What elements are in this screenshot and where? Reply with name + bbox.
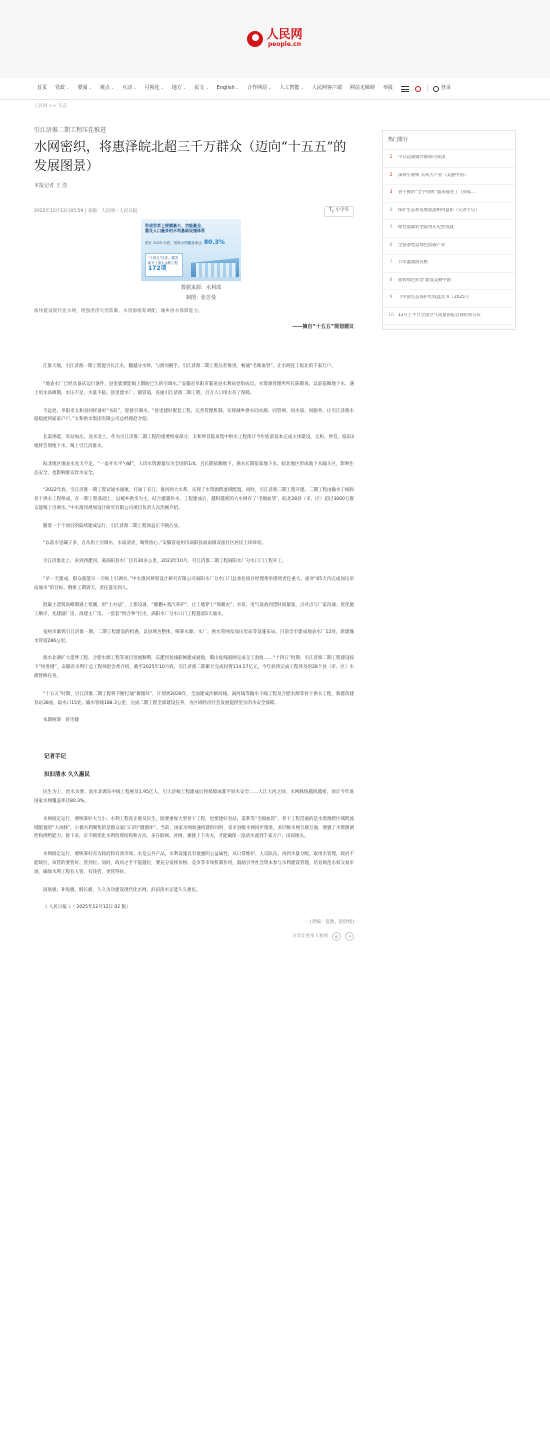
rank-number: 7	[389, 260, 393, 266]
rank-number: 10	[388, 312, 394, 318]
nav-item[interactable]	[96, 85, 118, 92]
chevron-down-icon: ⌄	[160, 85, 164, 90]
hot-ranking-item[interactable]	[383, 238, 515, 256]
caption-credit: 制图：张芳曼	[185, 294, 216, 301]
rank-number: 6	[389, 242, 393, 248]
figure-caption	[48, 284, 354, 303]
hot-ranking-item[interactable]	[383, 185, 515, 203]
nav-item[interactable]	[73, 85, 95, 92]
infographic-box	[145, 253, 183, 277]
chevron-down-icon: ⌄	[205, 85, 209, 90]
article-paragraph: 江淮大地，引江济淮一期工程提引长江水，翻越分水岭，与淮河握手。引江济淮二期工程压茬推进，畅通“毛细血管”，让水网连上皖北的千家万户。	[43, 364, 336, 370]
nav-item[interactable]	[51, 85, 73, 92]
infographic-line: 预计 2025 年底，国家水网覆盖率达	[145, 241, 202, 246]
nav-item[interactable]	[275, 85, 307, 92]
hot-ranking-title: 热门排行	[383, 131, 515, 150]
nav-item[interactable]	[141, 85, 168, 92]
nav-item-label: 首页	[37, 85, 48, 91]
article-title: 水网密织，将惠泽皖北超三千万群众（迈向“十五五”的发展图景）	[34, 140, 347, 175]
article-paragraph: “地表水厂已经具备试运行条件，县里就要能喝上期盼已久的引调水。”安徽省阜阳市临泉县水利局党组成员、水资源管理所所长陈敬说。以前依赖地下水，遇上用水高峰期，水压不足、水量不稳。县里建水厂、铺管道，连通引江济淮二期工程，百万人口用水有了保障。	[34, 382, 354, 396]
article-paragraph: 混凝土浇筑高峰期遇上寒潮，用“土办法”，上新设备，“暖棚+蒸汽养护”，让工地穿上“保暖衣”；水泵、电气设备到货时间紧张，点对点与厂家沟通；优化施工顺序，先建副厂房，再建主厂房。一套套“组合拳”打出，涡阳水厂分水口门工程提前5天通水。	[34, 603, 354, 618]
search-icon[interactable]	[415, 86, 421, 92]
nav-item[interactable]	[118, 85, 140, 92]
article-date-source: 2025年12月12日05:59 | 来源：人民网－人民日报	[34, 208, 138, 214]
chevron-down-icon: ⌄	[110, 85, 115, 90]
rank-title: 12月上半月全国空气质量预报会商结果公布	[398, 312, 481, 318]
rank-title: 保护生态和发展旅游相得益彰（记者手记）	[398, 207, 480, 213]
hot-ranking-item[interactable]	[383, 273, 515, 291]
nav-item[interactable]	[190, 85, 212, 92]
pull-quote-source: ——摘自“十五五”规划建议	[292, 324, 354, 331]
nav-item-label: English	[216, 85, 235, 91]
hot-ranking-item[interactable]	[383, 203, 515, 221]
rank-title: 曾不被的“全字招牌”越来越亮了（我家…	[398, 190, 476, 196]
note-paragraph: 水网稳定运行，要统筹好有为政府和有效市场。水是公共产品，水利设施具有很强的公益属性，从日常维护、人员队伍，再到水量分配、取用水管理，政府不能缺位，该管的要管好、管到位。同时，政府之手不能越位，要充分发挥价格、竞争等市场机制作用，鼓励引导社会资本参与水利建设管理，培育规范水权交易市场，确保水利工程有人管、有钱管，更管得好。	[34, 852, 354, 875]
logo-english: people.cn	[267, 41, 301, 49]
nav-item[interactable]	[308, 85, 346, 92]
rank-title: 加快绿色转型 建设美丽中国	[398, 277, 451, 283]
share-link-icon[interactable]: ↗	[345, 932, 354, 941]
nav-item-label: 人工智能	[279, 85, 300, 91]
login-label: 登录	[440, 85, 451, 91]
nav-item-label: 民文	[194, 85, 205, 91]
font-size-button[interactable]: $T_T$ 小字号	[324, 206, 354, 217]
rank-number: 5	[389, 225, 393, 231]
article-paragraph: “2022年底，引江济淮一期工程试通水通航，打通了长江、淮河两大水系，实现了水资源跨流域配置。同时，引江济淮二期工程开建。二期工程由输水干线和骨干供水工程组成，在一期工程基础上，以城乡供水为主，结合灌溉补水。工程建成后，越积越密的大水网有了‘毛细血管’，皖北28县（市、区）超过3000万群众能喝上引调水。”中水淮河规划设计研究有限公司项目负责人冯治刚介绍。	[34, 488, 354, 511]
nav-item[interactable]	[213, 85, 243, 92]
article-meta	[34, 206, 354, 217]
login-button[interactable]	[427, 85, 451, 92]
note-paragraph: 《 人民日报 》（ 2025年12月12日 02 版）	[43, 905, 131, 911]
rank-title: 绿色低碳转型取得历史性成就	[398, 225, 454, 231]
nav-item-label: 地方	[171, 85, 182, 91]
chevron-down-icon: ⌄	[182, 85, 187, 90]
menu-icon[interactable]	[401, 86, 409, 92]
rank-number: 1	[389, 155, 393, 161]
hot-ranking-item[interactable]	[383, 255, 515, 273]
chevron-down-icon: ⌄	[66, 85, 70, 90]
hot-ranking-item[interactable]	[383, 220, 515, 238]
share-bar	[34, 932, 354, 941]
chevron-down-icon: ⌄	[133, 85, 137, 90]
article-body	[34, 363, 354, 726]
user-icon	[433, 86, 439, 92]
infographic-box-number: 172项	[148, 265, 167, 273]
note-paragraph: 民生为上，治水为要。南水北调东中线工程惠及1.95亿人，引大济岷工程建成后将保障成都平原水安全……大江大河之间，水网脉络越织越密，预计今年底国家水网覆盖率达80.3%。	[34, 790, 354, 805]
infographic-title: 形成世界上规模最大、功能最全、惠及人口最多的水利基础设施体系	[145, 223, 205, 234]
rank-number: 3	[389, 190, 393, 196]
hot-ranking-item[interactable]	[383, 290, 515, 308]
rank-number: 4	[389, 207, 393, 213]
rank-title: 深圳小教师 长成大产业（美丽中国）	[398, 172, 469, 178]
article	[34, 120, 354, 941]
note-paragraph: 固底板、补短板、锻长板，久久为功建设现代化水网，汩汩清水定能久久惠民。	[43, 887, 201, 893]
nav-item[interactable]	[379, 85, 397, 92]
chevron-down-icon: ⌄	[88, 85, 92, 90]
infographic-percentage: 80.3%	[204, 239, 225, 247]
nav-item[interactable]	[243, 85, 275, 92]
nav-item-label: 网站无障碍	[349, 85, 375, 91]
nav-item[interactable]	[346, 85, 379, 92]
water-illustration	[196, 263, 236, 277]
note-paragraph: 水网稳定运行，要统筹好大与小。水利工程真正惠及民生，既要重视大型骨干工程，也要建好泵站、渠系等“毛细血管”。骨干工程贯通的是水资源跨区域跨流域配置的“大动脉”，小微水利聚焦的是群众家门口的“微循环”。当前，国家水网加速构建的同时，省市县级水网同步推进，多层级水网互联互通，增强了水资源调控和供给能力。接下来，应不断优化水利投资结构和方向，多在联网、补网、强链上下功夫，才能确保一泓清水流到千家万户、田间地头。	[34, 816, 354, 840]
rank-number: 2	[389, 172, 393, 178]
infographic-box-text: “十四五”以来，我国新开工重大水利工程	[148, 256, 178, 265]
site-logo[interactable]	[247, 28, 302, 50]
note-body	[34, 789, 354, 913]
logo-chinese: 人民网	[266, 27, 303, 42]
rank-title: 今日起离婚冷静期内我国	[398, 155, 446, 161]
editor-signature: (责编：袁勃、赵欣悦)	[309, 920, 354, 926]
share-weibo-icon[interactable]: ◎	[332, 932, 341, 941]
rank-number: 9	[389, 295, 393, 301]
article-paragraph: 随着一个个项目的陆续建成运行，引江济淮二期工程效益正不断凸显。	[43, 523, 183, 529]
article-paragraph: “早一天建成，群众就能早一天喝上引调水。”中水淮河规划设计研究有限公司涡阳水厂分水口门总承包项目经理黄举感到责任重大。面对“65天内完成加压泵站通水”的目标，倒排工期到天、责任落实到人。	[34, 576, 354, 591]
hot-ranking	[382, 130, 516, 330]
article-pretitle: 引江济淮二期工程压茬推进	[34, 127, 107, 134]
article-paragraph: 不远处，阜阳市太和县同样备好“水缸”，迎接引调水。“县里建好配套工程，完善管理机制，实现城乡供水同水源、同管网、同水质、同服务，让引江济淮水稳稳流到家家户户。”太和供水集团有限公司总经理赵介绍。	[34, 408, 354, 423]
chevron-down-icon: ⌄	[268, 85, 272, 90]
nav-item-label: 要闻	[77, 85, 88, 91]
article-paragraph: 引江济淮北上，来到西淝河，离涡阳县水厂还有30多公里。2023年10月，引江济淮二期工程涡阳水厂分水口门工程开工。	[43, 559, 287, 565]
nav-item-label: 合作网站	[247, 85, 268, 91]
nav-item-label: 举报	[382, 85, 393, 91]
rank-title: 全链条塑造绿色低碳产业	[398, 242, 446, 248]
nav-item-label: 观点	[99, 85, 110, 91]
article-paragraph: 淮水北调扩大延伸工程、合肥水源工程等项目进展顺利，东淝河复线船闸建成通航，蜀山复线船闸完成交工验收……“十四五”时期，引江济淮二期工程建设按下“快进键”。安徽省水利厅总工程师赵会香介绍，截至2025年10月底，引江济淮二期累计完成投资114.57亿元。今年底将完成工程涉及的28个县（市、区）水源替换任务。	[34, 656, 354, 679]
sidebar	[382, 130, 516, 941]
main-nav	[0, 78, 550, 100]
chevron-down-icon: ⌄	[300, 85, 304, 90]
article-paragraph: 本期统筹：蒋雪婕	[43, 718, 79, 724]
article-paragraph: 皖北地区地表水先天不足，“一壶开水半勺碱”，人均水资源量仅为全国的1/4。且长期依赖地下，供水长期依靠地下水，皖北地区形成地下水漏斗区，影响生态安全，也影响群众饮水安全。	[34, 461, 354, 476]
chevron-down-icon: ⌄	[235, 85, 240, 90]
site-header	[0, 0, 550, 78]
article-author: 本报记者 王 浩	[34, 183, 68, 190]
share-label: 分享让更多人看到	[292, 933, 328, 939]
nav-item-label: 可视化	[144, 85, 160, 91]
article-paragraph: “十五五”时期，引江济淮二期工程将不断打通“微循环”，计划到2028年，全面建成沙颍河线、涡河线等输水干线工程及合肥水源等骨干供水工程，新建改建泵站38座、取水口15处、输水管线188.3公里，完成二期工程全部建设任务，为区域经济社会发展提供坚实的水安全保障。	[34, 691, 354, 706]
nav-item[interactable]	[33, 85, 51, 92]
hot-ranking-item[interactable]	[383, 168, 515, 186]
rank-number: 8	[389, 277, 393, 283]
caption-source: 数据来源：水利部	[180, 285, 221, 292]
rank-title: 节水灌溉润沃野	[398, 260, 429, 266]
nav-item-label: 互动	[122, 85, 133, 91]
note-subtitle: 汩汩清水 久久惠民	[44, 771, 90, 778]
pull-quote: 加快建设现代化水网，增强洪涝灾害防御、水资源统筹调配、城乡供水保障能力。	[34, 309, 203, 315]
hot-ranking-item[interactable]	[383, 150, 515, 168]
breadcrumb[interactable]: 人民网 >> 生态	[34, 104, 67, 109]
article-paragraph: 亳州市紧抓引江济淮一期、二期工程建设的机遇，以县域为整体，统筹水源、水厂、供水管网及加压泵站等设施布局。目前全市建成地表水厂12处，新建输水管道286公里。	[34, 629, 354, 644]
nav-item-label: 人民网客户端	[311, 85, 342, 91]
logo-mark-icon	[247, 31, 263, 47]
infographic	[141, 219, 241, 281]
article-paragraph: 长渠绵延，泵站加压，送水北上。作为引江济淮二期工程的重要组成部分，太和界首临泉集中供水工程预计今年底前基本完成主体建设，太和、界首、临泉3地将告别地下水，喝上引江济淮水。	[34, 435, 354, 449]
nav-item-label: 党政	[55, 85, 66, 91]
article-paragraph: “以前水里碱子多，自从用上引调水，水质清亮，喝得放心。”安徽省亳州市涡阳县涡南镇双庙社区居民王珍珍说。	[43, 541, 266, 547]
hot-ranking-item[interactable]	[383, 308, 515, 326]
nav-item[interactable]	[168, 85, 190, 92]
note-title: 记者手记	[44, 754, 67, 761]
rank-title: 《中国生态保护红线蓝皮书（2025）》	[398, 295, 472, 301]
